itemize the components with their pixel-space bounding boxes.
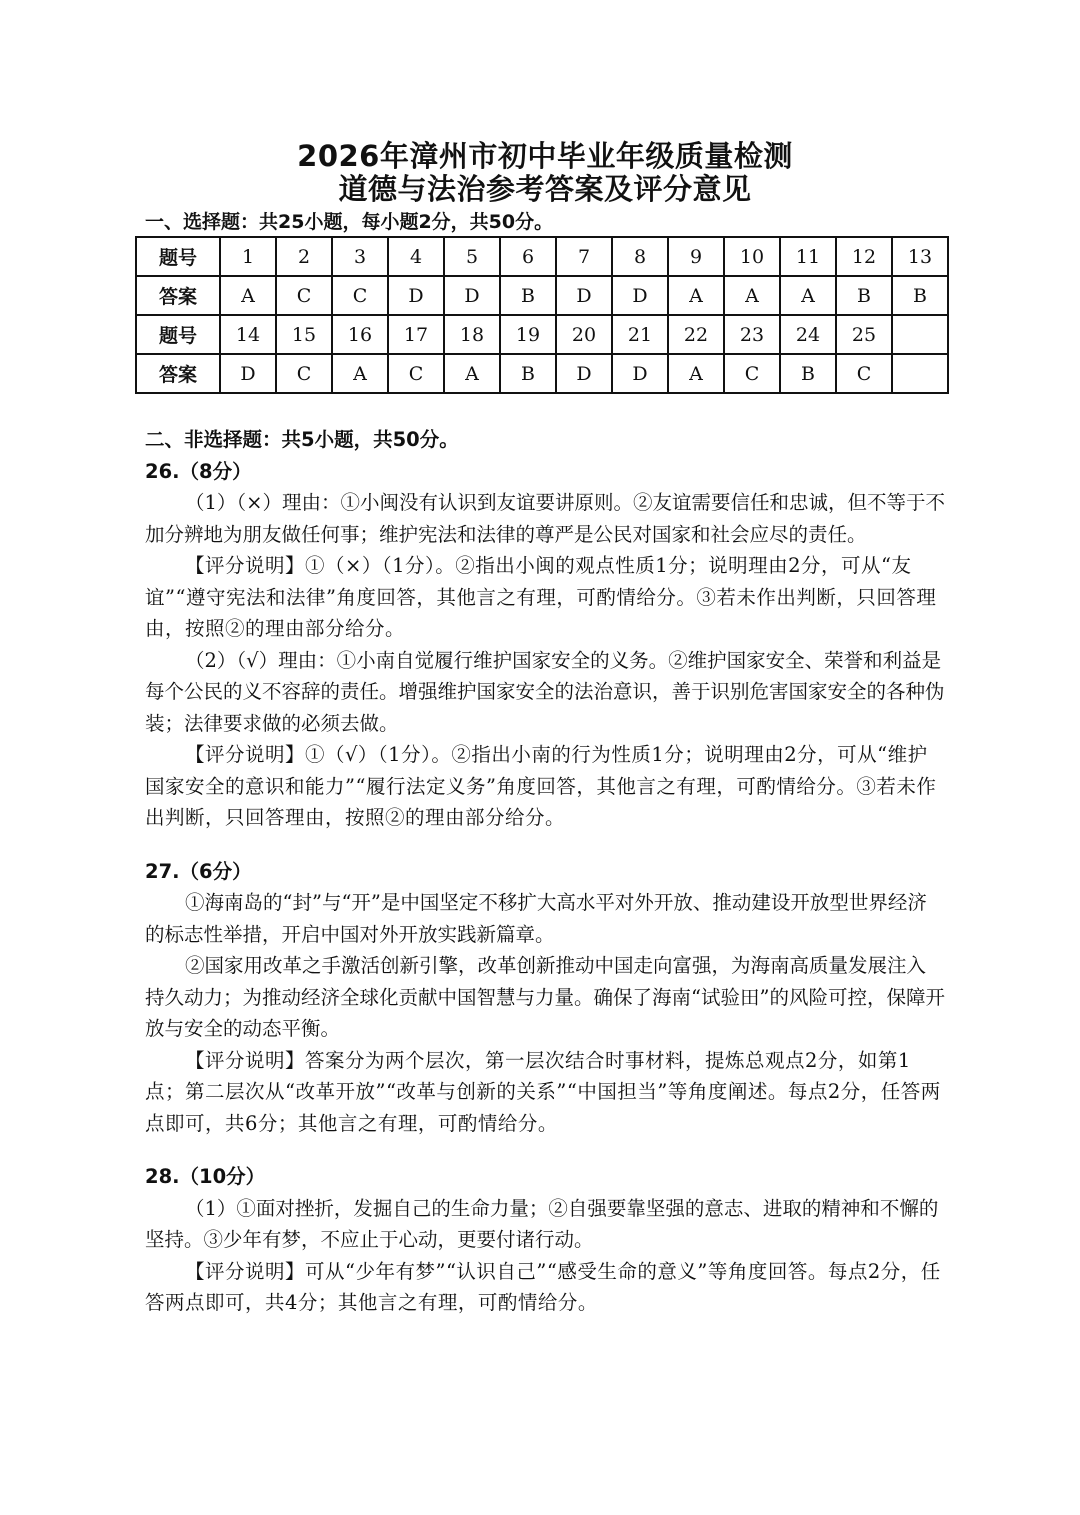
section2-heading: 二、非选择题：共5小题，共50分。 [145, 428, 459, 451]
question-number-cell [892, 315, 948, 354]
question-number-cell: 15 [276, 315, 332, 354]
answer-cell: A [332, 354, 388, 393]
question-number-cell: 3 [332, 237, 388, 276]
answer-cell: A [724, 276, 780, 315]
answer-cell: B [836, 276, 892, 315]
question-number-cell: 10 [724, 237, 780, 276]
answer-cell: C [724, 354, 780, 393]
table-row [136, 276, 948, 315]
question-number-cell: 21 [612, 315, 668, 354]
question-number-cell: 14 [220, 315, 276, 354]
question-number-cell: 22 [668, 315, 724, 354]
question-number-cell: 9 [668, 237, 724, 276]
answer-cell: A [444, 354, 500, 393]
answer-cell: C [276, 276, 332, 315]
answer-cell: A [668, 276, 724, 315]
document-title-line2: 道德与法治参考答案及评分意见 [338, 172, 752, 206]
answer-key-page [145, 139, 945, 1314]
question-number-cell: 16 [332, 315, 388, 354]
row-label-answer: 答案 [136, 276, 220, 315]
question-number-cell: 25 [836, 315, 892, 354]
q28-number: 28.（10分） [145, 1165, 266, 1188]
question-number-cell: 5 [444, 237, 500, 276]
q27-point2: ②国家用改革之手激活创新引擎，改革创新推动中国走向富强，为海南高质量发展注入持久动力；为推动经济全球化贡献中国智慧与力量。确保了海南“试验田”的风险可控，保障开放与安全的动态平衡。 [145, 954, 945, 1040]
answer-cell: D [612, 276, 668, 315]
q28-scoring-note: 【评分说明】可从“少年有梦”“认识自己”“感受生命的意义”等角度回答。每点2分，任答两点即可，共4分；其他言之有理，可酌情给分。 [145, 1259, 941, 1314]
answer-cell: C [836, 354, 892, 393]
q26-part2-answer: （2）（√）理由：①小南自觉履行维护国家安全的义务。②维护国家安全、荣誉和利益是每个公民的义不容辞的责任。增强维护国家安全的法治意识，善于识别危害国家安全的各种伪装；法律要求做的必须去做。 [145, 648, 945, 735]
question-number-cell: 4 [388, 237, 444, 276]
question-number-cell: 13 [892, 237, 948, 276]
answer-cell: B [500, 276, 556, 315]
q27-point1: ①海南岛的“封”与“开”是中国坚定不移扩大高水平对外开放、推动建设开放型世界经济的标志性举措，开启中国对外开放实践新篇章。 [145, 891, 927, 946]
q27-number: 27.（6分） [145, 859, 252, 883]
question-number-cell: 18 [444, 315, 500, 354]
question-number-cell: 20 [556, 315, 612, 354]
answer-cell: B [500, 354, 556, 393]
answer-cell: D [556, 354, 612, 393]
question-number-cell: 11 [780, 237, 836, 276]
question-number-cell: 12 [836, 237, 892, 276]
q28-part1-answer: （1）①面对挫折，发掘自己的生命力量；②自强要靠坚强的意志、进取的精神和不懈的坚持。③少年有梦，不应止于心动，更要付诸行动。 [145, 1196, 939, 1251]
answer-cell: A [780, 276, 836, 315]
question-number-cell: 8 [612, 237, 668, 276]
answer-cell: D [220, 354, 276, 393]
question-number-cell: 7 [556, 237, 612, 276]
question-number-cell: 19 [500, 315, 556, 354]
spacer [145, 834, 945, 856]
answer-cell: B [892, 276, 948, 315]
table-row [136, 354, 948, 393]
section1-heading: 一、选择题：共25小题，每小题2分，共50分。 [145, 211, 554, 233]
question-number-cell: 2 [276, 237, 332, 276]
answer-cell: B [780, 354, 836, 393]
table-row [136, 315, 948, 354]
document-title-line1: 2026年漳州市初中毕业年级质量检测 [297, 139, 793, 173]
spacer [145, 1139, 945, 1161]
answer-cell: D [612, 354, 668, 393]
answer-cell: C [332, 276, 388, 315]
multiple-choice-answer-table [135, 236, 949, 394]
section2-content [145, 424, 945, 1319]
q26-part2-scoring-note: 【评分说明】①（√）（1分）。②指出小南的行为性质1分；说明理由2分，可从“维护国家安全的意识和能力”“履行法定义务”角度回答，其他言之有理，可酌情给分。③若未作出判断，只回答理由，按照②的理由部分给分。 [145, 743, 937, 829]
question-number-cell: 23 [724, 315, 780, 354]
q26-part1-scoring-note: 【评分说明】①（×）（1分）。②指出小闽的观点性质1分；说明理由2分，可从“友谊”“遵守宪法和法律”角度回答，其他言之有理，可酌情给分。③若未作出判断，只回答理由，按照②的理由部分给分。 [145, 554, 937, 640]
answer-cell: D [556, 276, 612, 315]
answer-cell [892, 354, 948, 393]
table-row [136, 237, 948, 276]
q26-number: 26.（8分） [145, 459, 252, 483]
question-number-cell: 17 [388, 315, 444, 354]
answer-cell: C [388, 354, 444, 393]
row-label-question-number: 题号 [136, 237, 220, 276]
answer-cell: A [220, 276, 276, 315]
answer-cell: C [276, 354, 332, 393]
answer-cell: D [388, 276, 444, 315]
row-label-question-number: 题号 [136, 315, 220, 354]
q26-part1-answer: （1）（×）理由：①小闽没有认识到友谊要讲原则。②友谊需要信任和忠诚，但不等于不加分辨地为朋友做任何事；维护宪法和法律的尊严是公民对国家和社会应尽的责任。 [145, 491, 945, 546]
question-number-cell: 6 [500, 237, 556, 276]
q27-scoring-note: 【评分说明】答案分为两个层次，第一层次结合时事材料，提炼总观点2分，如第1点；第二层次从“改革开放”“改革与创新的关系”“中国担当”等角度阐述。每点2分，任答两点即可，共6分；其他言之有理，可酌情给分。 [145, 1048, 941, 1135]
row-label-answer: 答案 [136, 354, 220, 393]
question-number-cell: 1 [220, 237, 276, 276]
answer-cell: A [668, 354, 724, 393]
answer-cell: D [444, 276, 500, 315]
question-number-cell: 24 [780, 315, 836, 354]
